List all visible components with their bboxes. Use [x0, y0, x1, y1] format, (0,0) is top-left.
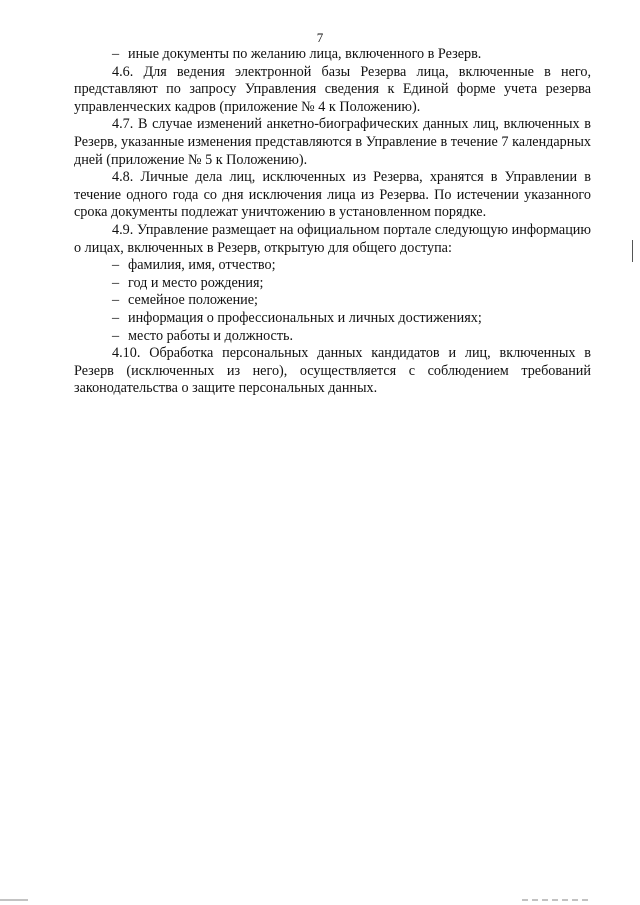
list-item-text: фамилия, имя, отчество; — [128, 257, 276, 274]
list-item — [74, 46, 591, 64]
list-item-text: информация о профессиональных и личных достижениях; — [128, 309, 482, 326]
dash-marker: – — [112, 257, 120, 274]
paragraph-4-10: 4.10. Обработка персональных данных кандидатов и лиц, включенных в Резерв (исключенных из него), осуществляется с соблюдением требований законодательства о защите персональных данных. — [74, 345, 591, 397]
paragraph-4-7: 4.7. В случае изменений анкетно-биографических данных лиц, включенных в Резерв, указанные изменения представляются в Управление в течение 7 календарных дней (приложение № 5 к Положению). — [74, 116, 591, 168]
document-body — [74, 46, 591, 398]
list-item-text: год и место рождения; — [128, 274, 264, 291]
list-item — [74, 310, 591, 328]
dash-marker: – — [112, 46, 120, 62]
dash-marker: – — [112, 327, 120, 344]
dash-marker: – — [112, 274, 120, 291]
list-item-text: семейное положение; — [128, 292, 258, 309]
dash-marker: – — [112, 309, 120, 326]
list-item — [74, 257, 591, 275]
scan-margin-mark — [632, 240, 633, 262]
scan-edge-artifact — [0, 899, 28, 901]
page-number: 7 — [316, 30, 324, 45]
list-item-text: место работы и должность. — [128, 327, 294, 344]
paragraph-4-8: 4.8. Личные дела лиц, исключенных из Резерва, хранятся в Управлении в течение одного года со дня исключения лица из Резерва. По истечении указанного срока документы подлежат уничтожению в установленном порядке. — [74, 169, 591, 221]
list-item — [74, 275, 591, 293]
paragraph-4-6: 4.6. Для ведения электронной базы Резерва лица, включенные в него, представляют по запросу Управления сведения к Единой форме учета резерва управленческих кадров (приложение № 4 к Положению). — [74, 63, 591, 115]
dash-marker: – — [112, 292, 120, 309]
list-item-text: иные документы по желанию лица, включенного в Резерв. — [128, 46, 482, 62]
scan-edge-artifact — [522, 899, 592, 901]
paragraph-4-9: 4.9. Управление размещает на официальном портале следующую информацию о лицах, включенных в Резерв, открытую для общего доступа: — [74, 221, 591, 256]
list-item — [74, 328, 591, 346]
list-item — [74, 292, 591, 310]
